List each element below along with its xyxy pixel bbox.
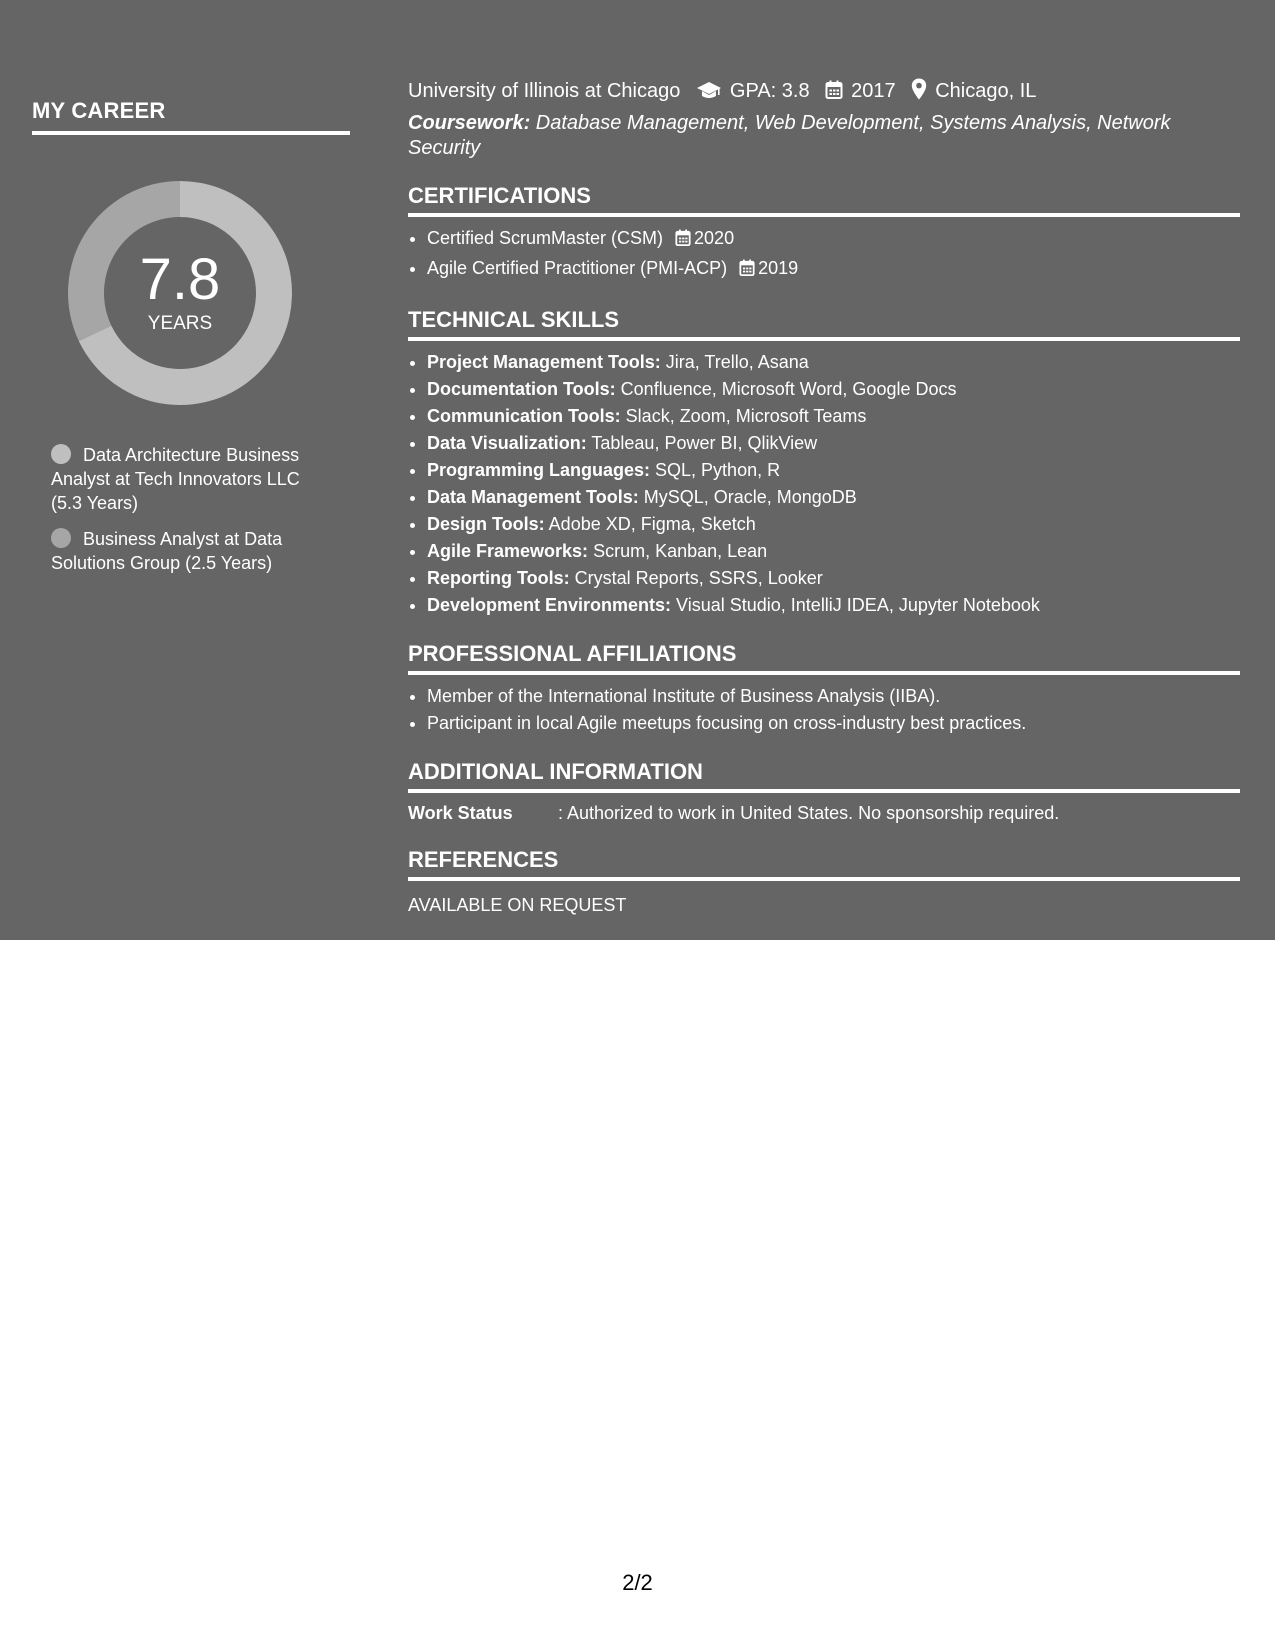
affiliations-list bbox=[408, 683, 1240, 737]
skill-item bbox=[427, 457, 1240, 484]
section-title: TECHNICAL SKILLS bbox=[408, 307, 620, 332]
calendar-icon bbox=[739, 258, 755, 285]
total-years-value: 7.8 bbox=[139, 247, 221, 312]
section-divider bbox=[408, 337, 1240, 341]
skill-values: Crystal Reports, SSRS, Looker bbox=[569, 568, 823, 588]
coursework-label: Coursework: bbox=[408, 112, 531, 134]
skill-values: Adobe XD, Figma, Sketch bbox=[544, 514, 756, 534]
work-status-label: Work Status bbox=[408, 803, 513, 823]
career-legend-item bbox=[51, 527, 321, 575]
skill-item bbox=[427, 430, 1240, 457]
skill-values: SQL, Python, R bbox=[650, 460, 781, 480]
work-status-value: : Authorized to work in United States. No sponsorship required. bbox=[558, 803, 1060, 823]
skill-values: Slack, Zoom, Microsoft Teams bbox=[620, 406, 867, 426]
affiliation-item: • Participant in local Agile meetups focusing on cross-industry best practices. bbox=[427, 710, 1240, 737]
section-divider bbox=[408, 789, 1240, 793]
donut-center bbox=[66, 179, 294, 407]
career-legend bbox=[51, 443, 321, 575]
skill-category: Data Visualization: bbox=[427, 433, 587, 453]
school-location: Chicago, IL bbox=[935, 80, 1037, 102]
skill-category: Agile Frameworks: bbox=[427, 541, 589, 561]
certification-name: Certified ScrumMaster (CSM) bbox=[427, 228, 664, 248]
skill-values: Visual Studio, IntelliJ IDEA, Jupyter Notebook bbox=[671, 595, 1040, 615]
certification-name: Agile Certified Practitioner (PMI-ACP) bbox=[427, 258, 728, 278]
certification-year: 2019 bbox=[758, 258, 799, 278]
graduation-cap-icon bbox=[696, 80, 722, 107]
affiliations-section bbox=[408, 641, 1240, 737]
skill-category: Design Tools: bbox=[427, 514, 545, 534]
skill-values: Tableau, Power BI, QlikView bbox=[586, 433, 818, 453]
skills-section bbox=[408, 307, 1240, 619]
skill-item bbox=[427, 538, 1240, 565]
education-line bbox=[408, 78, 1240, 107]
gpa-text: GPA: 3.8 bbox=[729, 80, 810, 102]
skill-category: Data Management Tools: bbox=[427, 487, 639, 507]
career-panel bbox=[32, 98, 352, 587]
references-text: AVAILABLE ON REQUEST bbox=[408, 895, 627, 915]
career-title: MY CAREER bbox=[32, 98, 166, 123]
career-legend-item bbox=[51, 443, 321, 515]
skill-item bbox=[427, 349, 1240, 376]
section-divider bbox=[408, 671, 1240, 675]
section-title: REFERENCES bbox=[408, 847, 559, 872]
references-section bbox=[408, 847, 1240, 917]
certification-year: 2020 bbox=[694, 228, 735, 248]
career-legend-label: Data Architecture Business Analyst at Tech Innovators LLC (5.3 Years) bbox=[51, 445, 300, 513]
skills-list bbox=[408, 349, 1240, 619]
skill-category: Communication Tools: bbox=[427, 406, 621, 426]
section-title: CERTIFICATIONS bbox=[408, 183, 591, 208]
skill-values: Confluence, Microsoft Word, Google Docs bbox=[615, 379, 957, 399]
page-number: 2/2 bbox=[622, 1570, 653, 1595]
skill-item bbox=[427, 403, 1240, 430]
skill-category: Reporting Tools: bbox=[427, 568, 570, 588]
skill-values: MySQL, Oracle, MongoDB bbox=[638, 487, 857, 507]
location-pin-icon bbox=[911, 78, 927, 107]
skill-category: Programming Languages: bbox=[427, 460, 651, 480]
career-legend-label: Business Analyst at Data Solutions Group (2.5 Years) bbox=[51, 529, 283, 573]
skill-item bbox=[427, 484, 1240, 511]
calendar-icon bbox=[825, 80, 843, 107]
section-divider bbox=[408, 213, 1240, 217]
skill-values: Jira, Trello, Asana bbox=[660, 352, 809, 372]
skill-category: Project Management Tools: bbox=[427, 352, 661, 372]
skill-values: Scrum, Kanban, Lean bbox=[588, 541, 768, 561]
main-content bbox=[408, 78, 1240, 917]
calendar-icon bbox=[675, 228, 691, 255]
certifications-section bbox=[408, 183, 1240, 285]
skill-item bbox=[427, 511, 1240, 538]
graduation-year: 2017 bbox=[851, 80, 896, 102]
skill-item bbox=[427, 592, 1240, 619]
affiliation-item: • Member of the International Institute of Business Analysis (IIBA). bbox=[427, 683, 1240, 710]
certification-list bbox=[408, 225, 1240, 285]
legend-dot-icon bbox=[51, 444, 71, 464]
certification-item bbox=[427, 255, 1240, 285]
career-donut-chart bbox=[66, 179, 294, 407]
section-divider bbox=[408, 877, 1240, 881]
skill-item bbox=[427, 565, 1240, 592]
skill-item bbox=[427, 376, 1240, 403]
work-status-row bbox=[408, 801, 1240, 825]
career-divider bbox=[32, 131, 350, 135]
coursework-list: Database Management, Web Development, Systems Analysis, Network Security bbox=[408, 112, 1171, 159]
certification-item bbox=[427, 225, 1240, 255]
legend-dot-icon bbox=[51, 528, 71, 548]
school-name: University of Illinois at Chicago bbox=[408, 80, 681, 102]
skill-category: Documentation Tools: bbox=[427, 379, 616, 399]
skill-category: Development Environments: bbox=[427, 595, 672, 615]
total-years-unit: YEARS bbox=[147, 313, 213, 334]
section-title: ADDITIONAL INFORMATION bbox=[408, 759, 703, 784]
section-title: PROFESSIONAL AFFILIATIONS bbox=[408, 641, 737, 666]
coursework bbox=[408, 111, 1240, 161]
additional-info-section bbox=[408, 759, 1240, 825]
